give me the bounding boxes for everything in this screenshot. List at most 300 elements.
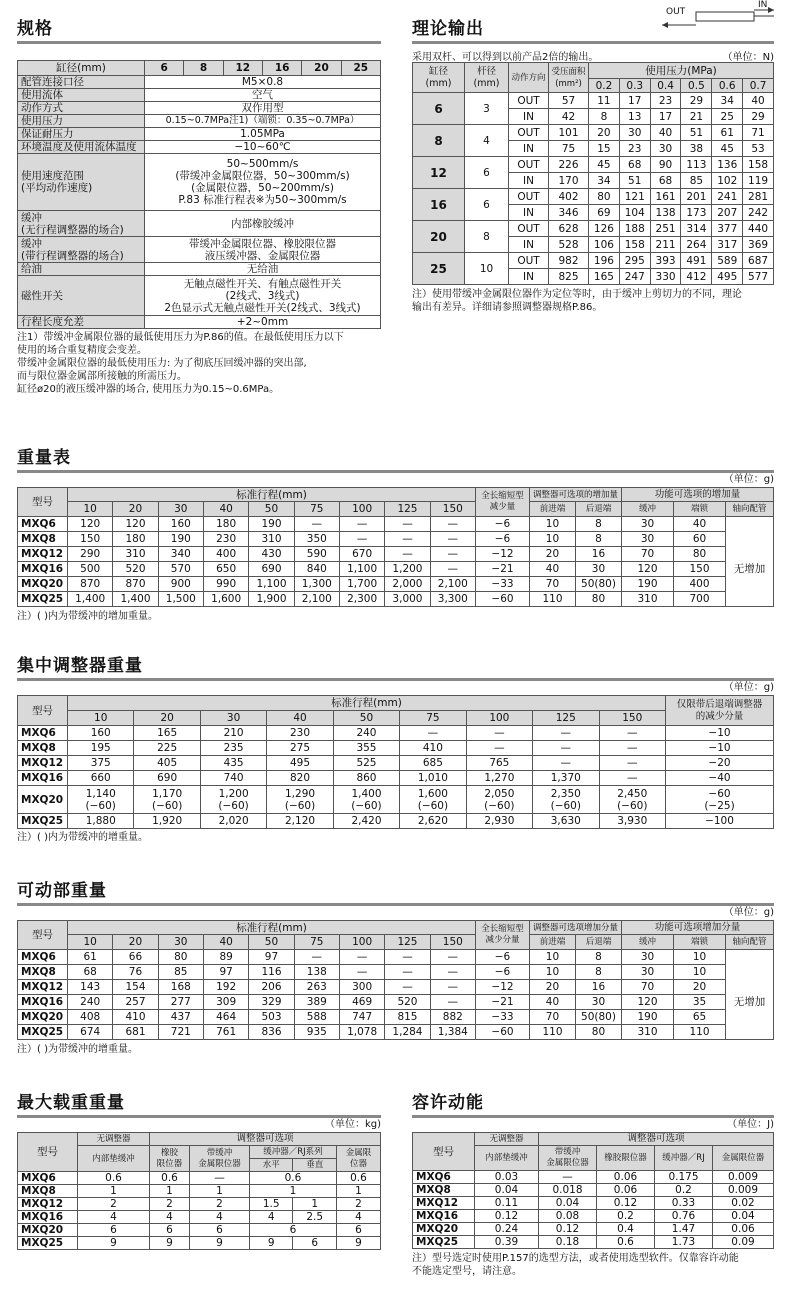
output-cell: 29 xyxy=(743,109,774,125)
weight-cell: 900 xyxy=(158,577,203,592)
output-bore: 12 xyxy=(413,157,465,189)
output-cell: 170 xyxy=(549,173,589,189)
weight-cell: 190 xyxy=(158,532,203,547)
central-stroke-header: 125 xyxy=(533,711,599,726)
moving-cell: 588 xyxy=(294,1010,339,1025)
central-cell: 410 xyxy=(400,741,466,756)
moving-cell: 116 xyxy=(249,965,294,980)
central-cell: 195 xyxy=(68,741,134,756)
output-cell: 30 xyxy=(619,125,650,141)
output-h-rod: 杆径 (mm) xyxy=(465,63,509,93)
energy-cell: 0.08 xyxy=(539,1210,597,1223)
weight-row xyxy=(18,517,774,532)
output-cell: OUT xyxy=(509,125,549,141)
output-pressure-header: 0.4 xyxy=(650,79,681,93)
load-cell: 6 xyxy=(150,1224,190,1237)
load-model: MXQ8 xyxy=(18,1185,78,1198)
energy-cell: 0.09 xyxy=(713,1236,774,1249)
weight-cell: 700 xyxy=(674,592,726,607)
moving-cell: 97 xyxy=(249,950,294,965)
central-cell: −10 xyxy=(666,726,774,741)
moving-sub-header: 后退端 xyxy=(575,935,621,950)
central-cell: 525 xyxy=(333,756,399,771)
weight-row xyxy=(18,577,774,592)
central-cell: 690 xyxy=(134,771,200,786)
output-cell: IN xyxy=(509,141,549,157)
energy-h-inner: 内部垫缓冲 xyxy=(475,1146,539,1171)
weight-cell: 2,100 xyxy=(430,577,475,592)
weight-cell: 70 xyxy=(622,547,674,562)
weight-h-adj: 调整器可选项的增加量 xyxy=(529,488,621,502)
moving-model: MXQ8 xyxy=(18,965,68,980)
moving-cell: −60 xyxy=(475,1025,529,1040)
central-cell: 235 xyxy=(200,741,266,756)
output-cell: 51 xyxy=(681,125,712,141)
weight-cell: 230 xyxy=(203,532,248,547)
output-cell: 165 xyxy=(589,269,620,285)
moving-cell: 257 xyxy=(113,995,158,1010)
weight-sub-header: 前进端 xyxy=(529,502,575,517)
central-cell: −60 (−25) xyxy=(666,786,774,814)
moving-cell: 503 xyxy=(249,1010,294,1025)
spec-header-16: 16 xyxy=(262,61,301,76)
output-cell: 369 xyxy=(743,237,774,253)
output-cell: 90 xyxy=(650,157,681,173)
weight-cell: 1,300 xyxy=(294,577,339,592)
moving-section xyxy=(17,876,774,1056)
weight-stroke-header: 20 xyxy=(113,502,158,517)
central-cell: 1,290 (−60) xyxy=(267,786,333,814)
output-cell: 528 xyxy=(549,237,589,253)
energy-cell: 1.73 xyxy=(655,1236,713,1249)
energy-cell: 0.009 xyxy=(713,1184,774,1197)
moving-cell: 520 xyxy=(385,995,430,1010)
moving-model: MXQ6 xyxy=(18,950,68,965)
weight-cell: 150 xyxy=(674,562,726,577)
spec-row xyxy=(18,154,381,211)
output-cell: 45 xyxy=(712,141,743,157)
energy-cell: 0.06 xyxy=(597,1171,655,1184)
output-cell: 23 xyxy=(619,141,650,157)
load-h-model: 型号 xyxy=(18,1133,78,1172)
energy-header-row1 xyxy=(413,1133,774,1146)
energy-cell: 0.009 xyxy=(713,1171,774,1184)
moving-cell: 50(80) xyxy=(575,1010,621,1025)
central-unit: （单位：g) xyxy=(723,682,774,693)
weight-cell: 160 xyxy=(158,517,203,532)
central-cell: 210 xyxy=(200,726,266,741)
weight-cell: −6 xyxy=(475,517,529,532)
load-cell: 4 xyxy=(336,1211,380,1224)
spec-row-label: 使用流体 xyxy=(18,89,145,102)
output-cell: 196 xyxy=(589,253,620,269)
weight-cell: 1,900 xyxy=(249,592,294,607)
energy-cell: 1.47 xyxy=(655,1223,713,1236)
weight-cell: 430 xyxy=(249,547,294,562)
moving-cell: — xyxy=(385,965,430,980)
load-cell: 2 xyxy=(150,1198,190,1211)
central-model: MXQ16 xyxy=(18,771,68,786)
central-cell: 1,920 xyxy=(134,814,200,829)
weight-sub-header: 后退端 xyxy=(575,502,621,517)
load-row xyxy=(18,1198,381,1211)
output-cell: 211 xyxy=(650,237,681,253)
load-row xyxy=(18,1172,381,1185)
load-cell: 4 xyxy=(78,1211,150,1224)
spec-row-label: 环境温度及使用流体温度 xyxy=(18,141,145,154)
moving-model: MXQ20 xyxy=(18,1010,68,1025)
weight-cell: 840 xyxy=(294,562,339,577)
moving-stroke-header: 10 xyxy=(68,935,113,950)
central-header-row1 xyxy=(18,696,774,711)
moving-header-row1 xyxy=(18,921,774,935)
weight-cell: 80 xyxy=(674,547,726,562)
load-cell: 1 xyxy=(190,1185,250,1198)
output-cell: 377 xyxy=(712,221,743,237)
moving-cell: 68 xyxy=(68,965,113,980)
weight-cell: 2,300 xyxy=(339,592,384,607)
weight-cell: 500 xyxy=(68,562,113,577)
weight-cell: — xyxy=(430,532,475,547)
energy-cell: — xyxy=(539,1171,597,1184)
output-cell: 45 xyxy=(589,157,620,173)
load-header-row1 xyxy=(18,1133,381,1146)
output-desc: 采用双杆、可以得到以前产品2倍的输出。 xyxy=(412,52,599,63)
load-cell: 6 xyxy=(190,1224,250,1237)
output-cell: 982 xyxy=(549,253,589,269)
load-model: MXQ6 xyxy=(18,1172,78,1185)
output-cell: 68 xyxy=(650,173,681,189)
central-model: MXQ20 xyxy=(18,786,68,814)
energy-h-model: 型号 xyxy=(413,1133,475,1171)
central-cell: 2,350 (−60) xyxy=(533,786,599,814)
output-cell: OUT xyxy=(509,221,549,237)
moving-cell: 408 xyxy=(68,1010,113,1025)
weight-model: MXQ6 xyxy=(18,517,68,532)
output-cell: 40 xyxy=(743,93,774,109)
energy-h-shock: 带缓冲 金属限位器 xyxy=(539,1146,597,1171)
moving-cell: 300 xyxy=(339,980,384,995)
spec-header-row xyxy=(18,61,381,76)
load-h-hyd: 缓冲器／RJ系列 xyxy=(250,1146,337,1159)
moving-h-stroke: 标准行程(mm) xyxy=(68,921,476,935)
central-cell: 240 xyxy=(333,726,399,741)
spec-header-20: 20 xyxy=(302,61,341,76)
weight-cell: −6 xyxy=(475,532,529,547)
moving-cell: 309 xyxy=(203,995,248,1010)
spec-row-value: 0.15~0.7MPa注1)（端锁：0.35~0.7MPa） xyxy=(145,115,381,128)
moving-cell: 89 xyxy=(203,950,248,965)
weight-cell: 8 xyxy=(575,517,621,532)
energy-cell: 0.33 xyxy=(655,1197,713,1210)
central-cell: 1,880 xyxy=(68,814,134,829)
moving-table xyxy=(17,920,774,1040)
moving-row xyxy=(18,950,774,965)
spec-table xyxy=(17,60,381,329)
moving-cell: — xyxy=(385,950,430,965)
central-note: 注）( )内为带缓冲的增重量。 xyxy=(17,832,148,843)
load-title: 最大载重重量 xyxy=(17,1093,125,1113)
energy-model: MXQ12 xyxy=(413,1197,475,1210)
energy-row xyxy=(413,1236,774,1249)
weight-cell: 70 xyxy=(529,577,575,592)
moving-cell: 20 xyxy=(674,980,726,995)
output-row-out xyxy=(413,221,774,237)
moving-cell: — xyxy=(430,965,475,980)
weight-cell: 80 xyxy=(575,592,621,607)
load-cell: 0.6 xyxy=(250,1172,337,1185)
output-cell: 121 xyxy=(619,189,650,205)
weight-cell: 10 xyxy=(529,532,575,547)
moving-cell: — xyxy=(430,995,475,1010)
moving-cell: −6 xyxy=(475,950,529,965)
weight-cell: 150 xyxy=(68,532,113,547)
central-cell: — xyxy=(400,726,466,741)
moving-cell: 389 xyxy=(294,995,339,1010)
energy-model: MXQ20 xyxy=(413,1223,475,1236)
moving-stroke-header: 150 xyxy=(430,935,475,950)
moving-cell: 110 xyxy=(674,1025,726,1040)
central-h-stroke: 标准行程(mm) xyxy=(68,696,666,711)
central-cell: 165 xyxy=(134,726,200,741)
load-cell: 9 xyxy=(190,1237,250,1250)
energy-h-none: 无调整器 xyxy=(475,1133,539,1146)
load-cell: 6 xyxy=(336,1224,380,1237)
energy-note: 注）型号选定时使用P.157的选型方法，或者使用选型软件。仅靠容许动能 不能选定型号，请注意。 xyxy=(412,1253,739,1277)
diagram-out-label: OUT xyxy=(666,7,686,17)
spec-row-label: 行程长度允差 xyxy=(18,316,145,329)
weight-body xyxy=(18,517,774,607)
load-h-horiz: 水平 xyxy=(250,1159,293,1172)
central-cell: 2,450 (−60) xyxy=(599,786,666,814)
moving-title: 可动部重量 xyxy=(17,881,107,901)
central-cell: 3,930 xyxy=(599,814,666,829)
moving-cell: 143 xyxy=(68,980,113,995)
load-cell: 4 xyxy=(250,1211,293,1224)
load-cell: 1 xyxy=(250,1185,337,1198)
moving-cell: 76 xyxy=(113,965,158,980)
moving-cell: 263 xyxy=(294,980,339,995)
output-cell: 161 xyxy=(650,189,681,205)
diagram-in-label: IN xyxy=(758,0,768,10)
weight-stroke-header: 75 xyxy=(294,502,339,517)
moving-row xyxy=(18,965,774,980)
moving-row xyxy=(18,995,774,1010)
output-cell: 17 xyxy=(619,93,650,109)
energy-cell: 0.24 xyxy=(475,1223,539,1236)
weight-cell: −12 xyxy=(475,547,529,562)
moving-cell: −33 xyxy=(475,1010,529,1025)
energy-model: MXQ6 xyxy=(413,1171,475,1184)
central-cell: 1,140 (−60) xyxy=(68,786,134,814)
load-cell: 9 xyxy=(250,1237,293,1250)
output-cell: 25 xyxy=(712,109,743,125)
output-body xyxy=(413,93,774,285)
moving-cell: 410 xyxy=(113,1010,158,1025)
central-model: MXQ12 xyxy=(18,756,68,771)
central-cell: 2,050 (−60) xyxy=(466,786,532,814)
moving-axial-noinc: 无增加 xyxy=(726,965,774,1040)
weight-cell: 350 xyxy=(294,532,339,547)
output-cell: 17 xyxy=(650,109,681,125)
moving-cell: 935 xyxy=(294,1025,339,1040)
weight-cell: 1,100 xyxy=(249,577,294,592)
weight-cell: 190 xyxy=(249,517,294,532)
spec-row xyxy=(18,237,381,263)
central-cell: 230 xyxy=(267,726,333,741)
load-row xyxy=(18,1237,381,1250)
weight-cell: 180 xyxy=(203,517,248,532)
weight-cell: 670 xyxy=(339,547,384,562)
weight-stroke-header: 100 xyxy=(339,502,384,517)
weight-cell: 60 xyxy=(674,532,726,547)
central-cell: — xyxy=(533,756,599,771)
output-bore: 6 xyxy=(413,93,465,125)
load-cell: 0.6 xyxy=(150,1172,190,1185)
moving-axial-blank xyxy=(726,950,774,965)
weight-axial-blank xyxy=(726,517,774,532)
weight-cell: — xyxy=(385,547,430,562)
output-cell: 264 xyxy=(681,237,712,253)
load-cell: 2 xyxy=(78,1198,150,1211)
moving-stroke-header: 100 xyxy=(339,935,384,950)
central-cell: 225 xyxy=(134,741,200,756)
energy-h-adj: 调整器可选项 xyxy=(539,1133,774,1146)
output-cell: 40 xyxy=(650,125,681,141)
output-cell: 101 xyxy=(549,125,589,141)
spec-row-value: +2~0mm xyxy=(145,316,381,329)
weight-note: 注）( )内为带缓冲的增加重量。 xyxy=(17,611,158,622)
central-cell: −20 xyxy=(666,756,774,771)
energy-model: MXQ25 xyxy=(413,1236,475,1249)
moving-cell: — xyxy=(339,950,384,965)
output-cell: 412 xyxy=(681,269,712,285)
spec-row-label: 缓冲 (无行程调整器的场合) xyxy=(18,211,145,237)
moving-cell: — xyxy=(385,980,430,995)
weight-model: MXQ8 xyxy=(18,532,68,547)
energy-unit: （单位：J) xyxy=(727,1119,774,1130)
central-cell: −10 xyxy=(666,741,774,756)
energy-row xyxy=(413,1184,774,1197)
moving-cell: 469 xyxy=(339,995,384,1010)
output-cell: 281 xyxy=(743,189,774,205)
weight-cell: 690 xyxy=(249,562,294,577)
spec-row-label: 使用压力 xyxy=(18,115,145,128)
output-row-out xyxy=(413,157,774,173)
weight-header-row2 xyxy=(18,502,774,517)
output-cell: 106 xyxy=(589,237,620,253)
energy-row xyxy=(413,1197,774,1210)
output-pressure-header: 0.6 xyxy=(712,79,743,93)
moving-cell: 747 xyxy=(339,1010,384,1025)
moving-cell: 20 xyxy=(529,980,575,995)
weight-cell: — xyxy=(430,517,475,532)
weight-cell: 400 xyxy=(674,577,726,592)
output-cell: 491 xyxy=(681,253,712,269)
central-cell: 2,420 xyxy=(333,814,399,829)
weight-row xyxy=(18,562,774,577)
central-cell: 740 xyxy=(200,771,266,786)
weight-model: MXQ20 xyxy=(18,577,68,592)
moving-row xyxy=(18,980,774,995)
moving-cell: 70 xyxy=(529,1010,575,1025)
weight-cell: 340 xyxy=(158,547,203,562)
output-row-out xyxy=(413,253,774,269)
moving-cell: 8 xyxy=(575,965,621,980)
load-h-vert: 垂直 xyxy=(293,1159,336,1172)
energy-cell: 0.03 xyxy=(475,1171,539,1184)
energy-cell: 0.04 xyxy=(713,1210,774,1223)
output-cell: 113 xyxy=(681,157,712,173)
weight-stroke-header: 50 xyxy=(249,502,294,517)
moving-sub-header: 前进端 xyxy=(529,935,575,950)
output-cell: 29 xyxy=(681,93,712,109)
weight-cell: 1,700 xyxy=(339,577,384,592)
spec-section xyxy=(17,14,381,396)
moving-cell: 1,384 xyxy=(430,1025,475,1040)
energy-cell: 0.2 xyxy=(597,1210,655,1223)
central-cell: −40 xyxy=(666,771,774,786)
central-model: MXQ25 xyxy=(18,814,68,829)
load-section xyxy=(17,1088,381,1250)
central-cell: 375 xyxy=(68,756,134,771)
weight-cell: 50(80) xyxy=(575,577,621,592)
weight-model: MXQ25 xyxy=(18,592,68,607)
output-row-out xyxy=(413,93,774,109)
moving-cell: 16 xyxy=(575,980,621,995)
output-bore: 8 xyxy=(413,125,465,157)
weight-cell: 1,200 xyxy=(385,562,430,577)
energy-cell: 0.4 xyxy=(597,1223,655,1236)
weight-cell: — xyxy=(430,547,475,562)
moving-cell: −12 xyxy=(475,980,529,995)
energy-row xyxy=(413,1223,774,1236)
moving-cell: 35 xyxy=(674,995,726,1010)
moving-cell: 240 xyxy=(68,995,113,1010)
moving-cell: 80 xyxy=(158,950,203,965)
spec-row-value: 50~500mm/s (带缓冲金属限位器，50~300mm/s) (金属限位器，50~200mm/s) P.83 标准行程表※为50~300mm/s xyxy=(145,154,381,211)
weight-cell: — xyxy=(339,532,384,547)
spec-header-25: 25 xyxy=(341,61,380,76)
central-cell: 1,010 xyxy=(400,771,466,786)
weight-stroke-header: 30 xyxy=(158,502,203,517)
central-cell: 405 xyxy=(134,756,200,771)
spec-header-8: 8 xyxy=(184,61,223,76)
weight-axial-noinc: 无增加 xyxy=(726,532,774,607)
output-cell: 158 xyxy=(743,157,774,173)
weight-cell: 650 xyxy=(203,562,248,577)
weight-cell: 990 xyxy=(203,577,248,592)
output-desc-row xyxy=(412,48,774,62)
energy-table xyxy=(412,1132,774,1249)
load-table xyxy=(17,1132,381,1250)
output-cell: 226 xyxy=(549,157,589,173)
weight-header-row1 xyxy=(18,488,774,502)
central-cell: — xyxy=(533,726,599,741)
output-cell: 23 xyxy=(650,93,681,109)
output-cell: OUT xyxy=(509,189,549,205)
weight-row xyxy=(18,547,774,562)
weight-cell: 310 xyxy=(113,547,158,562)
weight-cell: 520 xyxy=(113,562,158,577)
output-cell: 393 xyxy=(650,253,681,269)
weight-h-model: 型号 xyxy=(18,488,68,517)
moving-unit: （单位：g) xyxy=(723,907,774,918)
spec-row xyxy=(18,76,381,89)
central-cell: 435 xyxy=(200,756,266,771)
moving-cell: 110 xyxy=(529,1025,575,1040)
output-title-rule xyxy=(412,41,774,44)
